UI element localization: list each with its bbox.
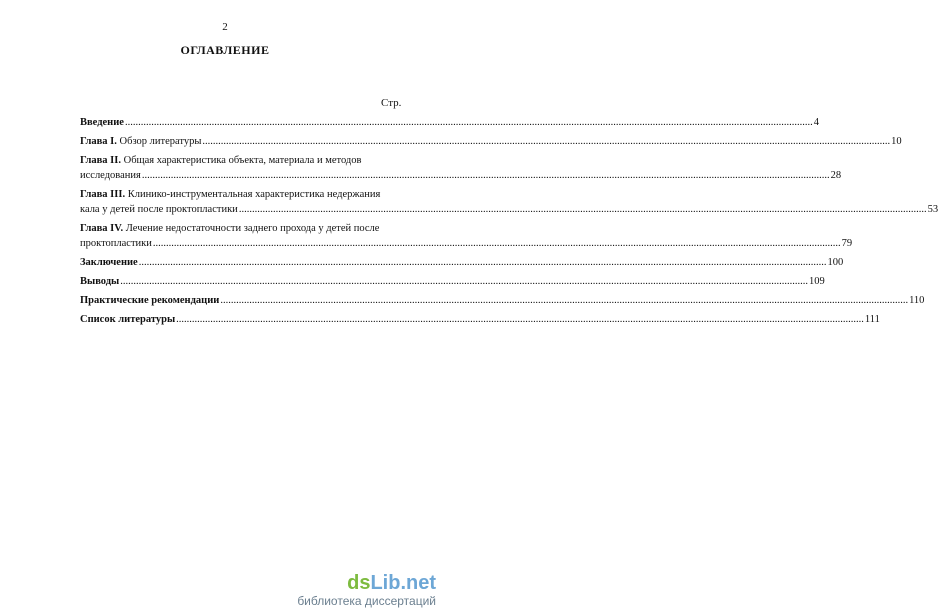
table-of-contents	[80, 115, 938, 331]
toc-entry-label: Глава III.	[80, 189, 126, 200]
toc-entry-label: Выводы	[80, 276, 120, 287]
toc-entry-introduction	[80, 115, 819, 130]
toc-entry-continuation: проктопластики	[80, 238, 152, 249]
toc-page-number: 28	[830, 170, 842, 181]
toc-entry-label: Заключение	[80, 257, 138, 268]
dot-leader: ......................................................................................................................................................................................................................................................................	[202, 136, 891, 147]
toc-entry-conclusion	[80, 255, 844, 270]
toc-entry-label: Глава II.	[80, 155, 121, 166]
toc-page-number: 79	[841, 238, 853, 249]
toc-entry-label: Практические рекомендации	[80, 295, 220, 306]
toc-page-number: 4	[813, 117, 819, 128]
page-column-label: Стр.	[381, 97, 402, 109]
toc-page-number: 53	[927, 204, 938, 215]
toc-entry-continuation: кала у детей после проктопластики	[80, 204, 238, 215]
toc-entry-chapter-4	[80, 221, 853, 251]
dot-leader: ......................................................................................................................................................................................................................................................................	[138, 257, 827, 268]
watermark	[297, 572, 436, 608]
dot-leader: ......................................................................................................................................................................................................................................................................	[124, 117, 813, 128]
watermark-logo: dsLib.net	[347, 572, 436, 594]
page-number: 2	[222, 21, 228, 33]
toc-page-number: 110	[909, 295, 925, 306]
toc-entry-label: Глава IV.	[80, 223, 124, 234]
toc-entry-text: Клинико-инструментальная характеристика недержания	[127, 189, 381, 200]
watermark-subtitle: библиотека диссертаций	[297, 594, 436, 608]
toc-entry-label: Список литературы	[80, 314, 176, 325]
toc-entry-text: Обзор литературы	[119, 136, 202, 147]
toc-entry-label: Глава I.	[80, 136, 117, 147]
toc-page-number: 10	[891, 136, 902, 147]
toc-entry-label: Введение	[80, 117, 124, 128]
toc-entry-text: Лечение недостаточности заднего прохода у детей после	[125, 223, 380, 234]
dot-leader: ......................................................................................................................................................................................................................................................................	[152, 238, 841, 249]
toc-page-number: 100	[827, 257, 844, 268]
dot-leader: ......................................................................................................................................................................................................................................................................	[176, 314, 864, 325]
toc-entry-references	[80, 312, 880, 327]
dot-leader: ......................................................................................................................................................................................................................................................................	[238, 204, 927, 215]
toc-title: ОГЛАВЛЕНИЕ	[180, 43, 270, 57]
toc-entry-continuation: исследования	[80, 170, 141, 181]
toc-entry-chapter-2	[80, 153, 842, 183]
dot-leader: ......................................................................................................................................................................................................................................................................	[141, 170, 830, 181]
toc-entry-text: Общая характеристика объекта, материала и методов	[123, 155, 362, 166]
dot-leader: ......................................................................................................................................................................................................................................................................	[220, 295, 909, 306]
toc-page-number: 109	[809, 276, 825, 287]
toc-entry-findings	[80, 274, 825, 289]
toc-entry-chapter-3	[80, 187, 938, 217]
dot-leader: ......................................................................................................................................................................................................................................................................	[120, 276, 809, 287]
toc-entry-chapter-1	[80, 134, 902, 149]
toc-entry-recommendations	[80, 293, 925, 308]
toc-page-number: 111	[864, 314, 880, 325]
